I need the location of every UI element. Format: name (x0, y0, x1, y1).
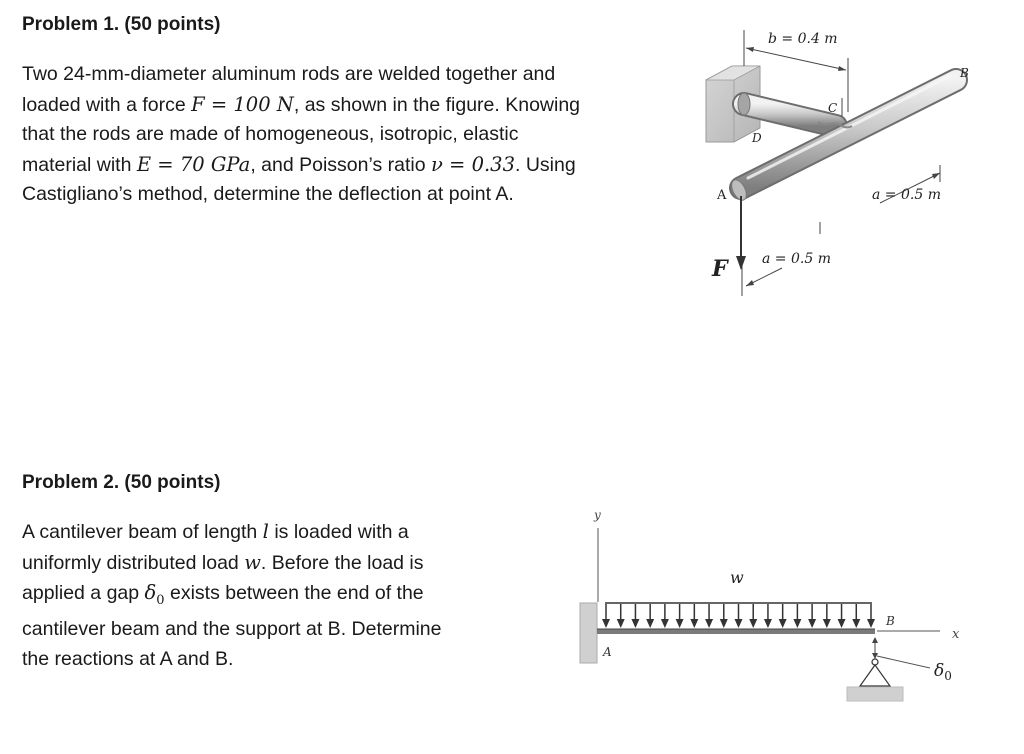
gap-arrows (872, 637, 930, 668)
beam (597, 629, 875, 634)
p2-line-3: applied a gap $\delta_0$ exists between the end of the (22, 581, 424, 608)
load-w-label: w (730, 568, 744, 587)
load-arrow-head (838, 619, 846, 628)
load-arrow-head (631, 619, 639, 628)
force-f-label: F (712, 256, 728, 282)
p1-line-1: Two 24-mm-diameter aluminum rods are welded together and (22, 63, 556, 85)
load-arrow-head (646, 619, 654, 628)
problem-1-heading: Problem 1. (50 points) (22, 14, 221, 35)
p2-line-4: cantilever beam and the support at B. Determine (22, 618, 442, 641)
load-arrow-head (676, 619, 684, 628)
pin-support-b (847, 659, 903, 701)
load-arrow-head (617, 619, 625, 628)
point-b-label: B (960, 66, 969, 80)
load-arrow-head (764, 619, 772, 628)
point-c-label: C (828, 101, 838, 115)
support-b-label: B (886, 614, 895, 628)
p2-line-5: the reactions at A and B. (22, 647, 234, 670)
load-arrow-head (808, 619, 816, 628)
point-a-label: A (717, 188, 727, 203)
p2-line-1: A cantilever beam of length l is loaded with a (22, 520, 409, 543)
load-arrow-head (779, 619, 787, 628)
dim-a-bottom-label: a = 0.5 m (762, 251, 831, 267)
load-arrow-head (793, 619, 801, 628)
y-axis-label: y (594, 508, 601, 522)
distributed-load (602, 603, 875, 628)
problem-2-heading: Problem 2. (50 points) (22, 472, 221, 493)
p1-line-5: Castigliano’s method, determine the deflection at point A. (22, 183, 514, 205)
x-axis-label: x (952, 627, 960, 642)
dim-a-right-label: a = 0.5 m (872, 187, 941, 203)
p2-line-2: uniformly distributed load w. Before the load is (22, 550, 424, 574)
fixed-wall (580, 603, 597, 663)
load-arrow-head (720, 619, 728, 628)
point-d-label: D (752, 131, 762, 145)
load-arrow-head (705, 619, 713, 628)
load-arrow-head (852, 619, 860, 628)
load-arrow-head (690, 619, 698, 628)
load-arrow-head (749, 619, 757, 628)
p1-line-4: material with E = 70 GPa, and Poisson’s ratio ν = 0.33. Using (22, 152, 576, 176)
gap-delta-label: $\delta_0$ (934, 661, 952, 683)
p1-line-2: loaded with a force F = 100 N, as shown in the figure. Knowing (22, 92, 581, 116)
dim-b-label: b = 0.4 m (768, 31, 838, 47)
load-arrow-head (602, 619, 610, 628)
support-a-label: A (603, 645, 612, 659)
p1-line-3: that the rods are made of homogeneous, isotropic, elastic (22, 123, 519, 145)
load-arrow-head (823, 619, 831, 628)
load-arrow-head (867, 619, 875, 628)
load-arrow-head (661, 619, 669, 628)
load-arrow-head (735, 619, 743, 628)
